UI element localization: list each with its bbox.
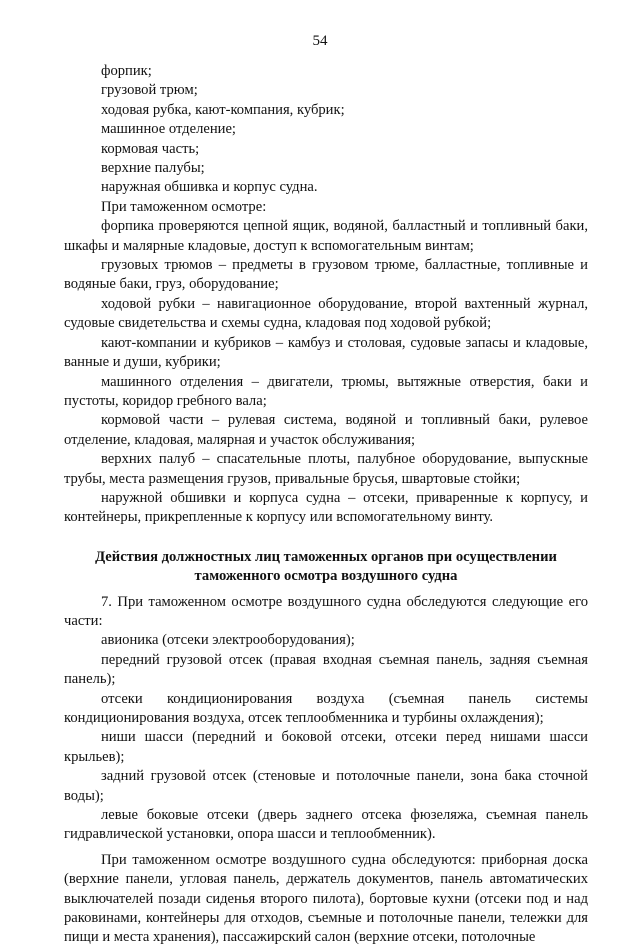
section-heading-line: таможенного осмотра воздушного судна	[194, 568, 458, 585]
paragraph: авионика (отсеки электрооборудования);	[101, 632, 355, 649]
aircraft-parts-list	[64, 631, 588, 844]
paragraph: ниши шасси (передний и боковой отсеки, отсеки перед нишами шасси крыльев);	[64, 729, 588, 765]
list-item: кормовая часть;	[101, 140, 200, 157]
list-item: форпик;	[101, 63, 152, 79]
list-item: верхние палубы;	[101, 160, 205, 177]
paragraph: наружной обшивки и корпуса судна – отсеки, приваренные к корпусу, и контейнеры, прикрепленные к корпусу или вспомогательному винту.	[64, 489, 588, 526]
paragraph: передний грузовой отсек (правая входная съемная панель, задняя съемная панель);	[64, 651, 588, 688]
paragraph: кормовой части – рулевая система, водяной и топливный баки, рулевое отделение, кладовая, малярная и участок обслуживания;	[64, 412, 588, 448]
paragraph: отсеки кондиционирования воздуха (съемная панель системы кондиционирования воздуха, отсек теплообменника и турбины охлаждения);	[64, 690, 588, 726]
inspection-intro: При таможенном осмотре:	[101, 198, 267, 215]
section-heading-line: Действия должностных лиц таможенных органов при осуществлении	[95, 548, 557, 565]
paragraph: кают-компании и кубриков – камбуз и столовая, судовые запасы и кладовые, ванные и души, кубрики;	[64, 334, 588, 371]
vessel-parts-list	[64, 62, 588, 198]
section-7-intro: 7. При таможенном осмотре воздушного судна обследуются следующие его части:	[64, 593, 588, 629]
paragraph: грузовых трюмов – предметы в грузовом трюме, балластные, топливные и водяные баки, груз, оборудование;	[64, 257, 588, 293]
list-item: ходовая рубка, кают-компания, кубрик;	[101, 101, 345, 118]
section-heading	[64, 548, 588, 587]
paragraph: ходовой рубки – навигационное оборудование, второй вахтенный журнал, судовые свидетельства и схемы судна, кладовая под ходовой рубкой;	[64, 295, 588, 332]
section-7-closing: При таможенном осмотре воздушного судна обследуются: приборная доска (верхние панели, угловая панель, держатель документов, панель автоматических выключателей позади сиденья второго пилота), бортовые кухни (отсеки под и над раковинами, контейнеры для отходов, съемные и потолочные панели, тележки для пищи и места хранения), пассажирский салон (верхние отсеки, потолочные	[64, 851, 588, 946]
paragraph: форпика проверяются цепной ящик, водяной, балластный и топливный баки, шкафы и малярные кладовые, доступ к вспомогательным винтам;	[64, 218, 588, 254]
paragraph: задний грузовой отсек (стеновые и потолочные панели, зона бака сточной воды);	[64, 768, 588, 804]
paragraph: левые боковые отсеки (дверь заднего отсека фюзеляжа, съемная панель гидравлической установки, опора шасси и теплообменник).	[64, 807, 588, 843]
paragraph: верхних палуб – спасательные плоты, палубное оборудование, выпускные трубы, места размещения грузов, привальные брусья, швартовые стойки;	[64, 451, 588, 487]
list-item: наружная обшивка и корпус судна.	[101, 179, 318, 196]
inspection-paragraphs	[64, 217, 588, 528]
list-item: машинное отделение;	[101, 121, 236, 138]
page-number: 54	[312, 33, 328, 49]
list-item: грузовой трюм;	[101, 82, 198, 99]
paragraph: машинного отделения – двигатели, трюмы, вытяжные отверстия, баки и пустоты, коридор гребного вала;	[64, 373, 588, 409]
page-body	[64, 62, 588, 948]
